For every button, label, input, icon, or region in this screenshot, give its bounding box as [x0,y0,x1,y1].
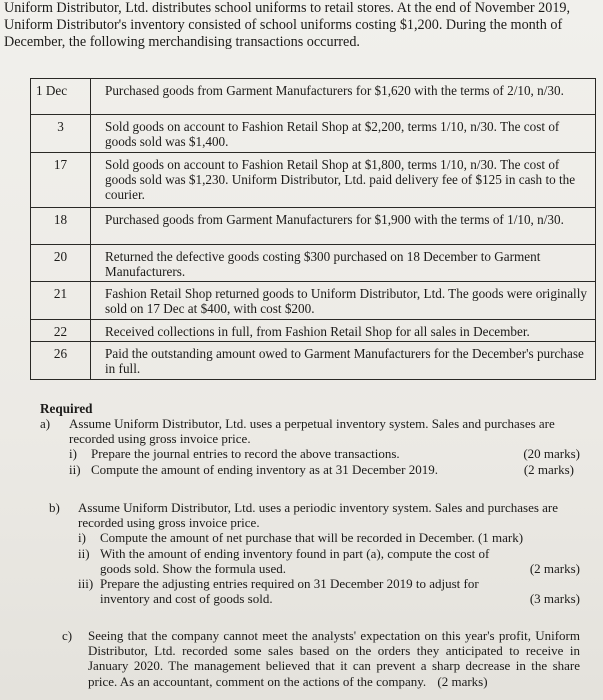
table-row [31,244,596,282]
transaction-description: Sold goods on account to Fashion Retail Shop at $1,800, terms 1/10, n/30. The cost of goods sold was $1,230. Uniform Distributor, Ltd. paid delivery fee of $125 in cash to the courier. [91,152,596,207]
transaction-description: Purchased goods from Garment Manufacturers for $1,900 with the terms of 1/10, n/30. [91,207,596,244]
table-row [31,79,596,115]
transaction-date: 21 [31,282,91,320]
transaction-date: 22 [31,319,91,341]
transaction-description: Returned the defective goods costing $300 purchased on 18 December to Garment Manufacturers. [91,244,596,282]
item-text: Compute the amount of ending inventory as at 31 December 2019. [91,461,438,477]
part-b [49,500,580,606]
item-marks: (20 marks) [523,446,580,462]
required-heading: Required [40,401,93,416]
transaction-date: 3 [31,115,91,153]
part-c [62,628,580,689]
table-row [31,342,596,380]
part-a-text: Assume Uniform Distributor, Ltd. uses a perpetual inventory system. Sales and purchases are recorded using gross invoice price. [69,416,555,447]
transaction-description: Paid the outstanding amount owed to Garment Manufacturers for the December's purchase in full. [91,342,596,380]
part-b-label: b) [49,500,60,515]
item-label: i) [78,530,86,546]
table-row [31,152,596,207]
item-label: iii) [78,576,94,592]
part-c-marks: (2 marks) [437,673,488,689]
transaction-date: 26 [31,342,91,380]
part-a-label: a) [40,416,51,431]
part-b-item [78,530,580,545]
table-row [31,282,596,320]
transaction-date: 20 [31,244,91,282]
table-row [31,115,596,153]
intro-text: Uniform Distributor, Ltd. distributes school uniforms to retail stores. At the end of November 2019, Uniform Distributor's inventory consisted of school uniforms costing $1,200. During the month of December, the following merchandising transactions occurred. [4,0,571,50]
item-text: Prepare the adjusting entries required on 31 December 2019 to adjust for inventory and cost of goods sold. [100,576,479,607]
part-b-text: Assume Uniform Distributor, Ltd. uses a periodic inventory system. Sales and purchases are recorded using gross invoice price. [78,500,559,531]
part-c-text [88,628,580,689]
transaction-date: 1 Dec [31,79,91,115]
part-b-item [78,546,580,576]
part-c-label: c) [62,628,73,643]
transaction-date: 18 [31,207,91,244]
part-a-item [69,446,580,461]
part-b-item [78,576,580,606]
transaction-description: Purchased goods from Garment Manufacturers for $1,620 with the terms of 2/10, n/30. [91,79,596,115]
transaction-date: 17 [31,152,91,207]
item-text: With the amount of ending inventory found in part (a), compute the cost of goods sold. Show the formula used. [100,545,490,576]
item-text: Prepare the journal entries to record the above transactions. [91,446,400,462]
item-marks: (3 marks) [529,591,580,607]
transactions-table [30,78,596,380]
item-label: ii) [69,461,81,477]
part-a [40,416,580,477]
part-c-body: Seeing that the company cannot meet the analysts' expectation on this year's profit, Uniform Distributor, Ltd. recorded some sales based on the orders they anticipated to receive in January 2020. The management believed that it can prevent a sharp decrease in the share price. As an accountant, comment on the actions of the company. [88,628,580,689]
table-row [31,207,596,244]
item-label: i) [69,446,77,462]
item-marks: (2 marks) [529,560,580,576]
item-marks: (2 marks) [523,461,574,477]
transaction-description: Fashion Retail Shop returned goods to Uniform Distributor, Ltd. The goods were originally sold on 17 Dec at $400, with cost $200. [91,282,596,320]
item-label: ii) [78,545,90,561]
part-a-item [69,462,580,477]
transaction-description: Sold goods on account to Fashion Retail Shop at $2,200, terms 1/10, n/30. The cost of goods sold was $1,400. [91,115,596,153]
item-text: Compute the amount of net purchase that will be recorded in December. (1 mark) [100,530,524,546]
table-row [31,319,596,341]
transaction-description: Received collections in full, from Fashion Retail Shop for all sales in December. [91,319,596,341]
intro-paragraph [4,0,598,51]
